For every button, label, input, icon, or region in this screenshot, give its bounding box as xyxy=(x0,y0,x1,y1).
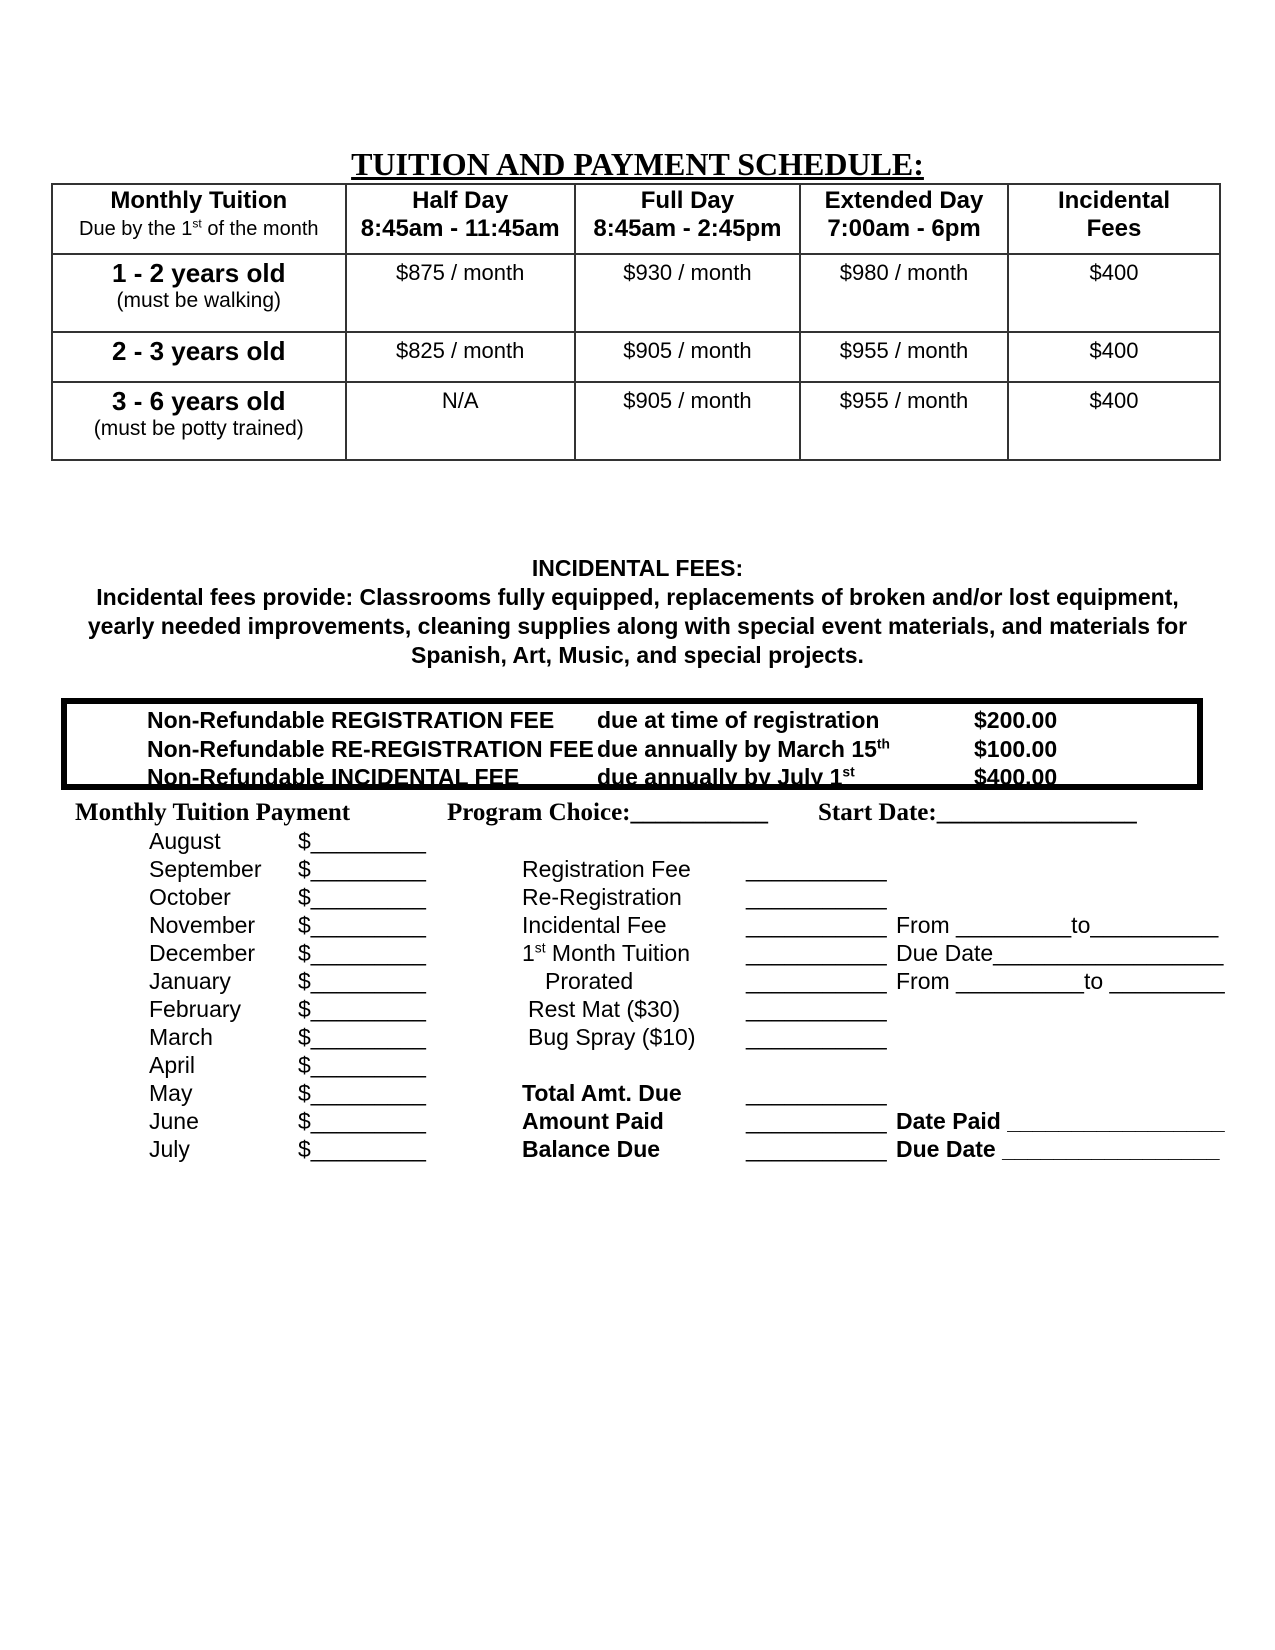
month-label: March xyxy=(149,1024,213,1050)
price-value: $825 / month xyxy=(395,338,525,363)
month-label: September xyxy=(149,856,262,882)
fee-amount: $100.00 xyxy=(974,736,1058,762)
incidental-fees-description: Incidental fees provide: Classrooms fully equipped, replacements of broken and/or lost equipment, yearly needed improvements, cleaning supplies along with special event materials, and materials for Spanish, Art, Music, and special projects. xyxy=(87,584,1188,668)
full-day-price xyxy=(575,254,800,332)
fee-due xyxy=(597,706,879,734)
month-label: November xyxy=(149,912,256,938)
fee-due-text: due annually by March 15 xyxy=(597,736,877,762)
price-value: $955 / month xyxy=(839,338,969,363)
fee-due-text: due annually by July 1 xyxy=(597,764,843,790)
header-full-day xyxy=(575,184,800,254)
price-value: N/A xyxy=(441,388,479,413)
prorated-from-to-field: From __________to _________ xyxy=(896,968,1225,994)
incidental-fee-label: Incidental Fee xyxy=(522,912,667,938)
extended-day-price xyxy=(800,382,1008,460)
due-note-sup: st xyxy=(192,216,202,231)
half-day-price xyxy=(346,254,575,332)
header-fees-label: Fees xyxy=(1086,215,1142,242)
first-month-sup: st xyxy=(534,940,546,956)
rest-mat-field: ___________ xyxy=(746,996,887,1022)
month-amount-field: $_________ xyxy=(298,856,426,882)
from-to-field: From _________to__________ xyxy=(896,912,1219,938)
month-label: October xyxy=(149,884,231,910)
total-amount-due-label: Total Amt. Due xyxy=(522,1080,682,1106)
header-full-day-hours: 8:45am - 2:45pm xyxy=(593,215,782,242)
incidental-fee-price xyxy=(1008,332,1220,382)
due-note-pre: Due by the 1 xyxy=(79,218,193,240)
half-day-price xyxy=(346,332,575,382)
program-choice-field: Program Choice:___________ xyxy=(447,799,769,826)
month-amount-field: $_________ xyxy=(298,884,426,910)
header-full-day-label: Full Day xyxy=(640,187,735,214)
re-registration-label: Re-Registration xyxy=(522,884,682,910)
month-label: February xyxy=(149,996,242,1022)
date-paid-field: Date Paid _________________ xyxy=(896,1108,1225,1134)
header-monthly-tuition xyxy=(52,184,346,254)
price-value: $955 / month xyxy=(839,388,969,413)
first-month-tuition-field: ___________ xyxy=(746,940,887,966)
price-value: $400 xyxy=(1089,338,1139,363)
price-value: $980 / month xyxy=(839,260,969,285)
table-row xyxy=(52,332,1220,382)
fee-due xyxy=(597,763,855,791)
fee-due-sup: th xyxy=(876,736,890,752)
age-label: 1 - 2 years old xyxy=(112,258,286,288)
balance-due-date-field: Due Date _________________ xyxy=(896,1136,1220,1162)
bug-spray-label: Bug Spray ($10) xyxy=(528,1024,696,1050)
price-value: $400 xyxy=(1089,260,1139,285)
half-day-price xyxy=(346,382,575,460)
month-label: August xyxy=(149,828,221,854)
age-label: 3 - 6 years old xyxy=(112,386,286,416)
month-amount-field: $_________ xyxy=(298,828,426,854)
header-monthly-tuition-title: Monthly Tuition xyxy=(110,187,288,214)
prorated-field: ___________ xyxy=(746,968,887,994)
incidental-fees-heading: INCIDENTAL FEES: xyxy=(531,555,744,581)
registration-fee-field: ___________ xyxy=(746,856,887,882)
fee-due xyxy=(597,735,890,763)
header-extended-day xyxy=(800,184,1008,254)
bug-spray-field: ___________ xyxy=(746,1024,887,1050)
month-label: April xyxy=(149,1052,196,1078)
table-row xyxy=(52,382,1220,460)
fee-amount: $400.00 xyxy=(974,764,1058,790)
age-note: (must be potty trained) xyxy=(93,417,304,440)
extended-day-price xyxy=(800,254,1008,332)
month-amount-field: $_________ xyxy=(298,1052,426,1078)
extended-day-price xyxy=(800,332,1008,382)
incidental-fee-price xyxy=(1008,254,1220,332)
age-cell xyxy=(52,382,346,460)
balance-due-label: Balance Due xyxy=(522,1136,661,1162)
header-extended-day-label: Extended Day xyxy=(824,187,984,214)
month-amount-field: $_________ xyxy=(298,912,426,938)
full-day-price xyxy=(575,332,800,382)
month-amount-field: $_________ xyxy=(298,968,426,994)
incidental-fee-field: ___________ xyxy=(746,912,887,938)
non-refundable-fees-box xyxy=(61,698,1203,790)
price-value: $905 / month xyxy=(623,338,752,363)
page-title: TUITION AND PAYMENT SCHEDULE: xyxy=(351,146,924,182)
due-note-post: of the month xyxy=(201,218,319,240)
header-half-day xyxy=(346,184,575,254)
rest-mat-label: Rest Mat ($30) xyxy=(528,996,681,1022)
month-label: January xyxy=(149,968,231,994)
age-note: (must be walking) xyxy=(116,289,282,312)
header-half-day-label: Half Day xyxy=(412,187,509,214)
registration-fee-label: Registration Fee xyxy=(522,856,691,882)
fee-name: Non-Refundable RE-REGISTRATION FEE xyxy=(147,736,594,762)
table-row xyxy=(52,254,1220,332)
fee-amount: $200.00 xyxy=(974,707,1058,733)
price-value: $905 / month xyxy=(623,388,752,413)
month-amount-field: $_________ xyxy=(298,1108,426,1134)
price-value: $930 / month xyxy=(623,260,752,285)
month-amount-field: $_________ xyxy=(298,996,426,1022)
due-date-field: Due Date__________________ xyxy=(896,940,1224,966)
price-value: $400 xyxy=(1089,388,1139,413)
month-amount-field: $_________ xyxy=(298,1080,426,1106)
tuition-table xyxy=(51,183,1221,461)
fee-name: Non-Refundable INCIDENTAL FEE xyxy=(147,764,520,790)
month-amount-field: $_________ xyxy=(298,1136,426,1162)
first-month-tuition-label xyxy=(522,940,690,967)
header-incidental-label: Incidental xyxy=(1057,187,1170,214)
incidental-fee-price xyxy=(1008,382,1220,460)
start-date-field: Start Date:________________ xyxy=(818,799,1137,826)
month-label: July xyxy=(149,1136,190,1162)
age-cell xyxy=(52,254,346,332)
full-day-price xyxy=(575,382,800,460)
month-label: May xyxy=(149,1080,193,1106)
amount-paid-field: ___________ xyxy=(746,1108,887,1134)
table-header-row xyxy=(52,184,1220,254)
re-registration-field: ___________ xyxy=(746,884,887,910)
monthly-tuition-payment-heading: Monthly Tuition Payment xyxy=(75,799,351,826)
age-label: 2 - 3 years old xyxy=(112,336,286,366)
balance-due-field: ___________ xyxy=(746,1136,887,1162)
first-month-pre: 1 xyxy=(522,940,535,966)
fee-due-sup: st xyxy=(842,764,855,780)
header-incidental-fees xyxy=(1008,184,1220,254)
age-cell xyxy=(52,332,346,382)
header-extended-day-hours: 7:00am - 6pm xyxy=(827,215,981,242)
first-month-post: Month Tuition xyxy=(545,940,690,966)
price-value: $875 / month xyxy=(395,260,525,285)
total-amount-due-field: ___________ xyxy=(746,1080,887,1106)
fee-due-text: due at time of registration xyxy=(597,707,880,733)
amount-paid-label: Amount Paid xyxy=(522,1108,664,1134)
month-amount-field: $_________ xyxy=(298,1024,426,1050)
month-amount-field: $_________ xyxy=(298,940,426,966)
month-label: June xyxy=(149,1108,199,1134)
header-half-day-hours: 8:45am - 11:45am xyxy=(360,215,560,242)
prorated-label: Prorated xyxy=(545,968,634,994)
header-due-note xyxy=(53,215,345,243)
month-label: December xyxy=(149,940,256,966)
fee-name: Non-Refundable REGISTRATION FEE xyxy=(147,707,555,733)
